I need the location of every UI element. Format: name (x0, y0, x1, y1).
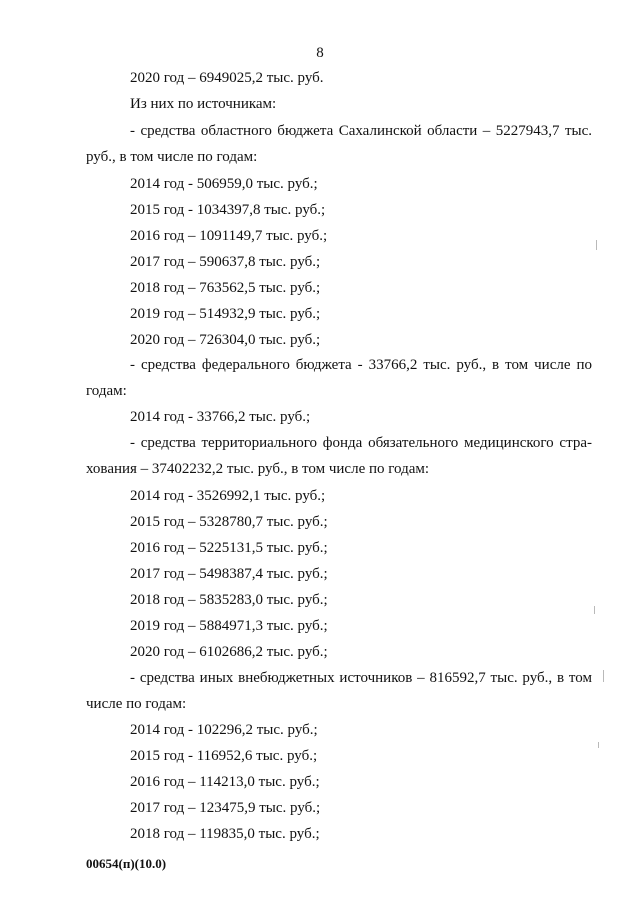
text-line: 2014 год - 33766,2 тыс. руб.; (130, 409, 311, 425)
text-line: 2014 год - 506959,0 тыс. руб.; (130, 176, 318, 192)
text-line: - средства федерального бюджета - 33766,2 тыс. руб., в том числе по (130, 357, 592, 373)
text-line: годам: (86, 383, 127, 399)
text-line: 2015 год – 5328780,7 тыс. руб.; (130, 514, 328, 530)
scan-artifact (596, 240, 597, 250)
text-line: - средства территориального фонда обязательного медицинского стра- (130, 435, 592, 451)
text-line: Из них по источникам: (130, 96, 277, 112)
text-line: 2018 год – 119835,0 тыс. руб.; (130, 826, 320, 842)
scan-artifact (594, 606, 595, 614)
text-line: - средства областного бюджета Сахалинской области – 5227943,7 тыс. (130, 123, 592, 139)
scan-artifact (603, 670, 604, 682)
text-line: 2015 год - 116952,6 тыс. руб.; (130, 748, 318, 764)
text-line: 2020 год – 6102686,2 тыс. руб.; (130, 644, 328, 660)
text-line: руб., в том числе по годам: (86, 149, 258, 165)
text-line: - средства иных внебюджетных источников – 816592,7 тыс. руб., в том (130, 670, 592, 686)
text-line: 2020 год – 726304,0 тыс. руб.; (130, 332, 321, 348)
text-line: 2020 год – 6949025,2 тыс. руб. (130, 70, 324, 86)
text-line: 2019 год – 5884971,3 тыс. руб.; (130, 618, 328, 634)
text-line: числе по годам: (86, 696, 187, 712)
text-line: 2018 год – 5835283,0 тыс. руб.; (130, 592, 328, 608)
text-line: 2018 год – 763562,5 тыс. руб.; (130, 280, 321, 296)
text-line: 2016 год – 1091149,7 тыс. руб.; (130, 228, 328, 244)
text-line: 2016 год – 114213,0 тыс. руб.; (130, 774, 320, 790)
text-line: 2017 год – 123475,9 тыс. руб.; (130, 800, 321, 816)
document-footer-code: 00654(п)(10.0) (86, 856, 167, 871)
text-line: 2016 год – 5225131,5 тыс. руб.; (130, 540, 328, 556)
text-line: 2014 год - 102296,2 тыс. руб.; (130, 722, 318, 738)
scan-artifact (598, 742, 599, 748)
text-line: 2014 год - 3526992,1 тыс. руб.; (130, 488, 326, 504)
page-number: 8 (316, 45, 324, 61)
text-line: 2017 год – 590637,8 тыс. руб.; (130, 254, 321, 270)
text-line: 2019 год – 514932,9 тыс. руб.; (130, 306, 321, 322)
text-line: хования – 37402232,2 тыс. руб., в том числе по годам: (86, 461, 430, 477)
text-line: 2015 год - 1034397,8 тыс. руб.; (130, 202, 326, 218)
text-line: 2017 год – 5498387,4 тыс. руб.; (130, 566, 328, 582)
